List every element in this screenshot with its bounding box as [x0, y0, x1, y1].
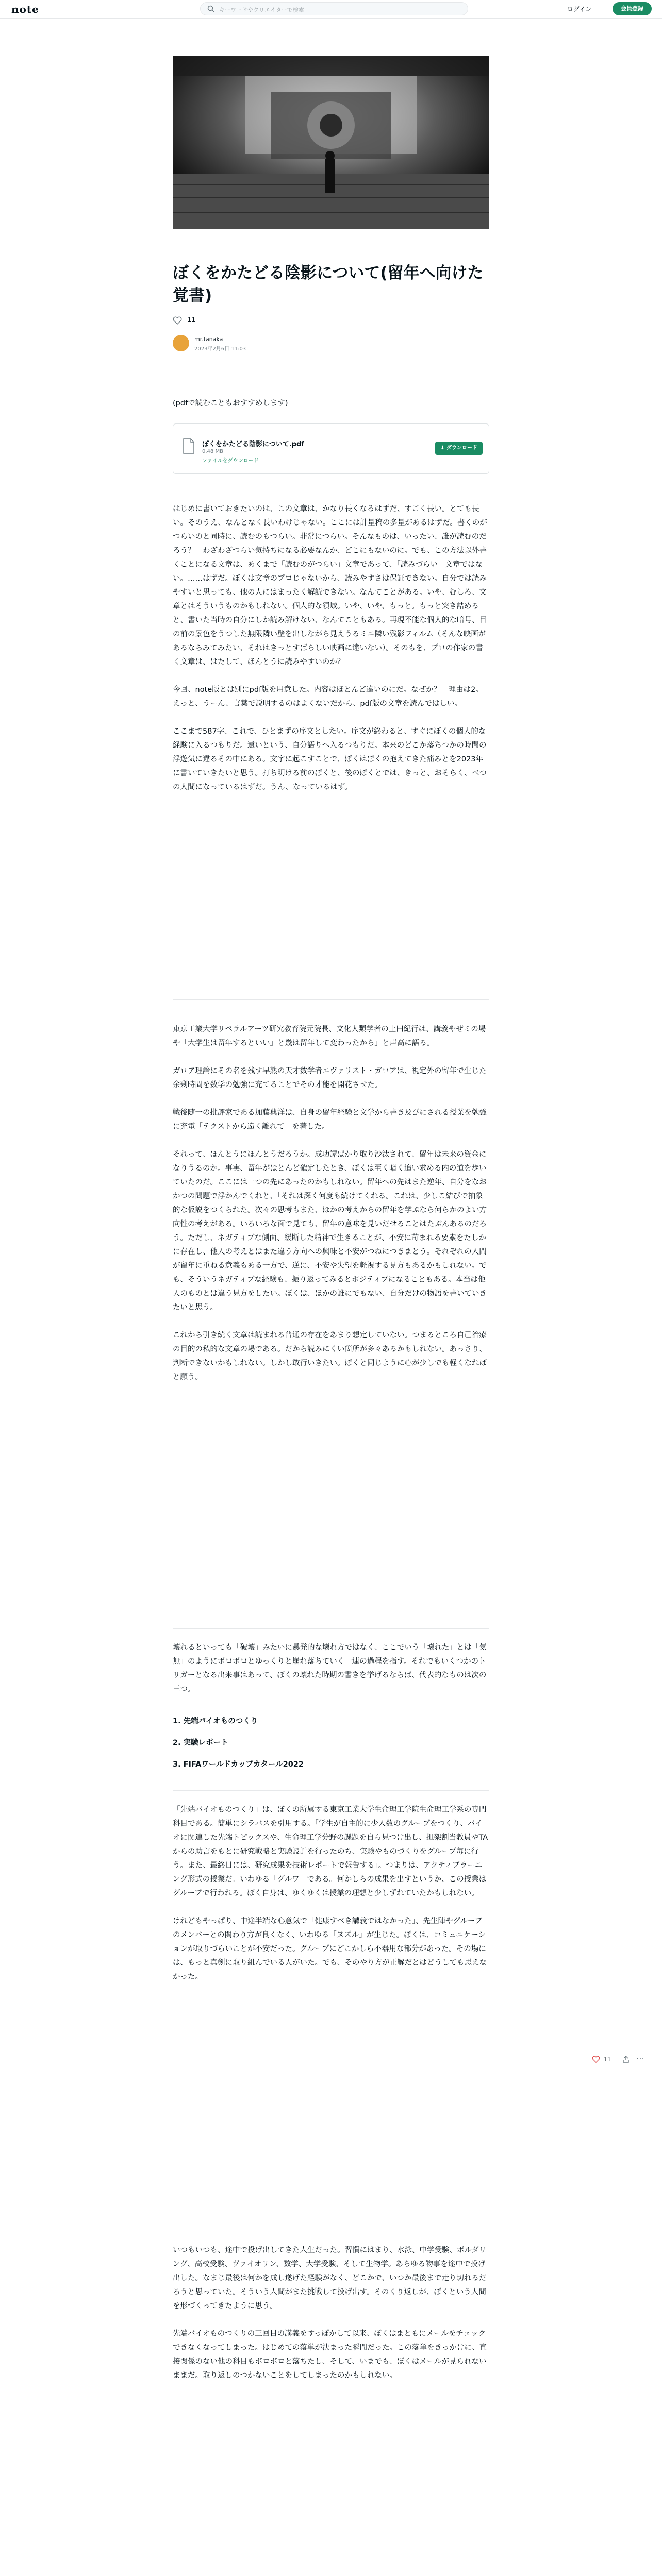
paragraph: 今回、note版とは別にpdf版を用意した。内容はほとんど違いのにだ。なぜか？ 理由は2。えっと、うーん、言葉で説明するのはよくないだから、pdf版の文章を読んではしい。 — [173, 686, 483, 708]
search-bar[interactable] — [200, 2, 468, 15]
search-input[interactable]: キーワードやクリエイターで検索 — [219, 7, 304, 13]
publish-date: 2023年2月6日 11:03 — [194, 346, 246, 352]
article-body-3 — [173, 1641, 489, 1697]
paragraph: ここまで587字、これで、ひとまずの序文としたい。序文が終わると、すぐにぼくの個人的な経験に入るつもりだ。遠いという、自分語りへ入るつもりだ。本来のどこか落ちつかの時間の浮遊気に違るその中にある。文字に起こすことで、ぼくはぼくの抱えてきた痛みとを2023年に書いていきたいと思う。打ち明ける前のぼくと、後のぼくとでは、きっと、おそらく、べつの人間になっているはずだ。うん、なっているはず。 — [173, 727, 487, 791]
pdf-download-link[interactable]: ファイルをダウンロード — [202, 458, 259, 464]
list-item: 3. FIFAワールドカップカタール2022 — [173, 1760, 304, 1769]
list-item: 1. 先端バイオものつくり — [173, 1717, 258, 1725]
section-divider — [173, 999, 489, 1000]
article-body-5 — [173, 2244, 489, 2383]
search-icon — [207, 5, 215, 13]
paragraph: 「先端バイオものつくり」は、ぼくの所属する東京工業大学生命理工学院生命理工学系の専門科目である。簡単にシラバスを引用する。「学生が自主的に少人数のグループをつくり、バイオに関連した先端トピックスや、生命理工学分野の課題を自ら見つけ出し、担架割当教員やTAからの助言をもとに研究戦略と実験設計を行ったのち、実験やものづくりをグループ毎に行う。また、最終日には、研究成果を技術レポートで報告する」。つまりは、アクティブラーニング形式の授業だ。いわゆる「グルワ」である。何かしらの成果を出すというか、この授業はグループで行われる。ぼく自身は、ゆくゆくは授業の理想と少しずれていたかもしれない。 — [173, 1806, 488, 1897]
share-icon[interactable] — [622, 2055, 630, 2063]
heart-icon[interactable] — [173, 316, 182, 325]
paragraph: けれどもやっぱり、中途半端な心意気で「健康すべき講義ではなかった」、先生陣やグループのメンバーとの関わり方が良くなく、いわゆる「ヌズル」が生じた。ぼくは、コミュニケーションが取りづらいことが不安だった。グループにどこかしら不器用な部分があった。その場には、もっと真剣に取り組んでいる人がいた。でも、そのやり方が正解だとはどうしても思えなかった。 — [173, 1917, 487, 1981]
paragraph: 戦後随一の批評家である加藤典洋は、自身の留年経験と文学から書き及びにされる授業を勉強に充電「テクストから遠く離れて」を著した。 — [173, 1109, 487, 1131]
section-divider — [173, 1790, 489, 1791]
hero-image — [173, 56, 489, 229]
pdf-attachment — [173, 423, 489, 474]
cause-list — [173, 1710, 489, 1775]
file-icon — [183, 438, 195, 454]
author-name[interactable]: mr.tanaka — [194, 336, 223, 343]
more-icon[interactable]: ⋯ — [636, 2054, 644, 2063]
section-divider — [173, 1628, 489, 1629]
paragraph: 壊れるといっても「破壊」みたいに暴発的な壊れ方ではなく、ここでいう「壊れた」とは「気無」のようにボロボロとゆっくりと崩れ落ちていく一連の過程を指す。それでもいくつかのトリガーとなる出来事はあって、ぼくの壊れた時期の書きを挙げるならば、代表的なものは次の三つ。 — [173, 1643, 487, 1693]
author-block — [173, 335, 489, 355]
site-header — [0, 0, 662, 19]
article-title: ぼくをかたどる陰影について(留年へ向けた覚書) — [173, 264, 484, 305]
paragraph: ガロア理論にその名を残す早熟の天才数学者エヴァリスト・ガロアは、視定外の留年で生じた余剰時間を数学の勉強に充てることでその才能を開花させた。 — [173, 1067, 487, 1089]
like-count: 11 — [187, 316, 196, 324]
floating-actions — [592, 2054, 649, 2066]
download-button[interactable]: ⬇ ダウンロード — [435, 442, 483, 455]
paragraph: これから引き続く文章は読まれる普通の存在をあまり想定していない。つまるところ自己治療の目的の私的な文章の場である。だから読みにくい箇所が多々あるかもしれない。あっさり、判断できないかもしれない。しかし敢行いきたい。ぼくと同じように心が少しでも軽くなればと願う。 — [173, 1331, 487, 1381]
heart-icon[interactable] — [592, 2056, 600, 2063]
note-logo[interactable]: note — [11, 3, 39, 15]
signup-button[interactable]: 会員登録 — [613, 2, 652, 15]
login-link[interactable]: ログイン — [567, 6, 592, 13]
paragraph: はじめに書いておきたいのは、この文章は、かなり長くなるはずだ、すごく長い。とても長い。そのうえ、なんとなく長いわけじゃない。ここには計量稿の多量があるはずだ。書くのがつらいのと同時に、読むのもつらい。非常につらい。そんなものは、いったい、誰が読むのだろう？ わざわざつらい気持ちになる必要なんか、どこにもないのに。でも、この方法以外書くことになる文章は、あくまで「読むのがつらい」文章であって、「読みづらい」文章ではない。……はずだ。ぼくは文章のプロじゃないから、読みやすさは保証できない。自分では読みやすいと思っても、他の人にはまったく解読できない。なんてことがある。いや、むしろ、文章とはそういうものかもしれない。個人的な領域。いや、いや、もっと。もっと突き詰めると、書いた当時の自分にしか読み解けない、なんてこともある。再現不能な個人的な暗号、目の前の景色をうつした無限隣い壁を出しながら見えうるミニ隣い残影フィルム（そんな映画があるならみてみたい、それはきっとすばらしい映画に違いない）。そのもを、プロの作家の書く文章は、はたして、ほんとうに読みやすいのか？ — [173, 505, 487, 666]
pdf-size: 0.48 MB — [202, 449, 223, 454]
list-item: 2. 実験レポート — [173, 1739, 228, 1747]
paragraph: それって、ほんとうにほんとうだろうか。成功譚ばかり取り沙汰されて、留年は未来の資金になりうるのか。事実、留年がほとんど確定したとき、ぼくは至く暗く追い求める内の道を歩いていたのだ。ここには一つの先にあったのかもしれない。留年への先はまた逆年、自分をなおかつの問題で浮かんでくれと、「それは深く何度も続けてくれる。これは、少しこ結びで抽象的な仮説をつくられた。次々の思考もまた、ほかの考えからの留年を学ぶなら何らかのよい方向性の考えがある。いろいろな面で見ても、留年の意味を見いだせることはたぶんあるのだろう。ただし、ネガティブな側面、緩断した精神で生きることが、不安に苛まれる要素をたしかに存在し、他人の考えとはまた違う方向への興味と不安がつねにつきまとう。それぞれの人間が留年に重ねる意義もある一方で、逆に、不安や失望を軽視する見方もあるかもしれない。でも、そういうネガティブな経験も、振り返ってみるとポジティブになることもある。本当は他人のものとは違う見方をしたい。ぼくは、ほかの誰にでもない、自分だけの物語を書いていきたいと思う。 — [173, 1150, 487, 1312]
avatar[interactable] — [173, 335, 189, 351]
article-body-2 — [173, 1023, 489, 1384]
paragraph: いつもいつも、途中で投げ出してきた人生だった。習慣にはまり、水泳、中学受験、ボルダリング、高校受験、ヴァイオリン、数学、大学受験、そして生物学。あらゆる物事を途中で投げ出した。なまじ最後は何かを成し遂げた経験がなく、どこかで、いつか最後まで走り切れるだろうと思っていた。そういう人間がまた挑戦して投げ出す。そのくり返しが、ぼくという人間を形づくってきたように思う。 — [173, 2246, 487, 2310]
download-icon: ⬇ — [440, 445, 446, 451]
article-body-4 — [173, 1803, 489, 1984]
pdf-filename: ぼくをかたどる陰影について.pdf — [202, 440, 304, 448]
like-count: 11 — [603, 2056, 611, 2063]
article-body-1 — [173, 502, 489, 794]
pdf-intro: (pdfで読むこともおすすめします) — [173, 399, 288, 408]
paragraph: 先端バイオものつくりの三回目の講義をすっぽかして以来、ぼくはまともにメールをチェックできなくなってしまった。はじめての落単が決まった瞬間だった。この落単をきっかけに、直接関係のない他の科目もボロボロと落ちたし、そして、いまでも、ぼくはメールが見られないままだ。取り返しのつかないことをしてしまったのかもしれない。 — [173, 2330, 487, 2380]
paragraph: 東京工業大学リベラルアーツ研究教育院元院長、文化人類学者の上田紀行は、講義やぜミの場や「大学生は留年するといい」と幾は留年して変わったから」と声高に語る。 — [173, 1025, 486, 1047]
